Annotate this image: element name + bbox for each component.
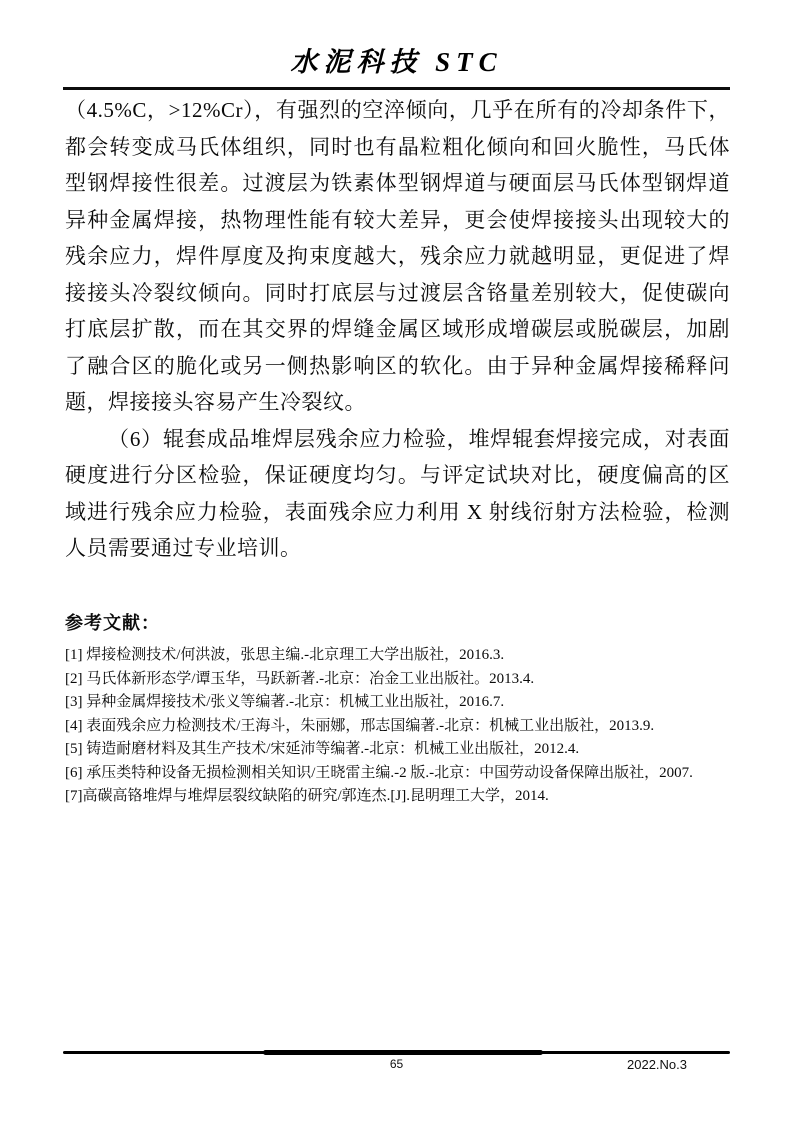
reference-item-5: [5] 铸造耐磨材料及其生产技术/宋延沛等编著.-北京：机械工业出版社，2012.4. bbox=[65, 741, 580, 757]
references-heading: 参考文献： bbox=[65, 613, 160, 633]
reference-item-6: [6] 承压类特种设备无损检测相关知识/王晓雷主编.-2 版.-北京：中国劳动设备保障出版社，2007. bbox=[65, 764, 693, 781]
body-paragraph-1: （4.5%C，>12%Cr），有强烈的空淬倾向，几乎在所有的冷却条件下，都会转变成马氏体组织，同时也有晶粒粗化倾向和回火脆性，马氏体型钢焊接性很差。过渡层为铁素体型钢焊道与硬面层马氏体型钢焊道异种金属焊接，热物理性能有较大差异，更会使焊接接头出现较大的残余应力，焊件厚度及拘束度越大，残余应力就越明显，更促进了焊接接头冷裂纹倾向。同时打底层与过渡层含铬量差别较大，促使碳向打底层扩散，而在其交界的焊缝金属区域形成增碳层或脱碳层，加剧了融合区的脆化或另一侧热影响区的软化。由于异种金属焊接稀释问题，焊接接头容易产生冷裂纹。 bbox=[65, 98, 730, 414]
journal-title: 水泥科技 STC bbox=[290, 47, 503, 77]
reference-item-4: [4] 表面残余应力检测技术/王海斗，朱丽娜，邢志国编著.-北京：机械工业出版社，2013.9. bbox=[65, 717, 655, 734]
header-divider bbox=[63, 87, 730, 90]
reference-item-1: [1] 焊接检测技术/何洪波，张思主编.-北京理工大学出版社，2016.3. bbox=[65, 647, 505, 663]
page-number: 65 bbox=[389, 1057, 404, 1071]
reference-item-2: [2] 马氏体新形态学/谭玉华，马跃新著.-北京：冶金工业出版社。2013.4. bbox=[65, 670, 535, 687]
reference-item-7: [7]高碳高铬堆焊与堆焊层裂纹缺陷的研究/郭连杰.[J].昆明理工大学，2014. bbox=[65, 788, 549, 804]
reference-item-3: [3] 异种金属焊接技术/张义等编著.-北京：机械工业出版社，2016.7. bbox=[65, 694, 505, 710]
references-section bbox=[65, 609, 730, 809]
issue-label: 2022.No.3 bbox=[627, 1057, 687, 1072]
body-paragraph-2: （6）辊套成品堆焊层残余应力检验，堆焊辊套焊接完成，对表面硬度进行分区检验，保证硬度均匀。与评定试块对比，硬度偏高的区域进行残余应力检验，表面残余应力利用 X 射线衍射方法检验，检测人员需要通过专业培训。 bbox=[65, 426, 730, 560]
page-footer bbox=[63, 1057, 730, 1075]
article-body bbox=[65, 92, 730, 567]
footer-divider bbox=[63, 1051, 730, 1054]
